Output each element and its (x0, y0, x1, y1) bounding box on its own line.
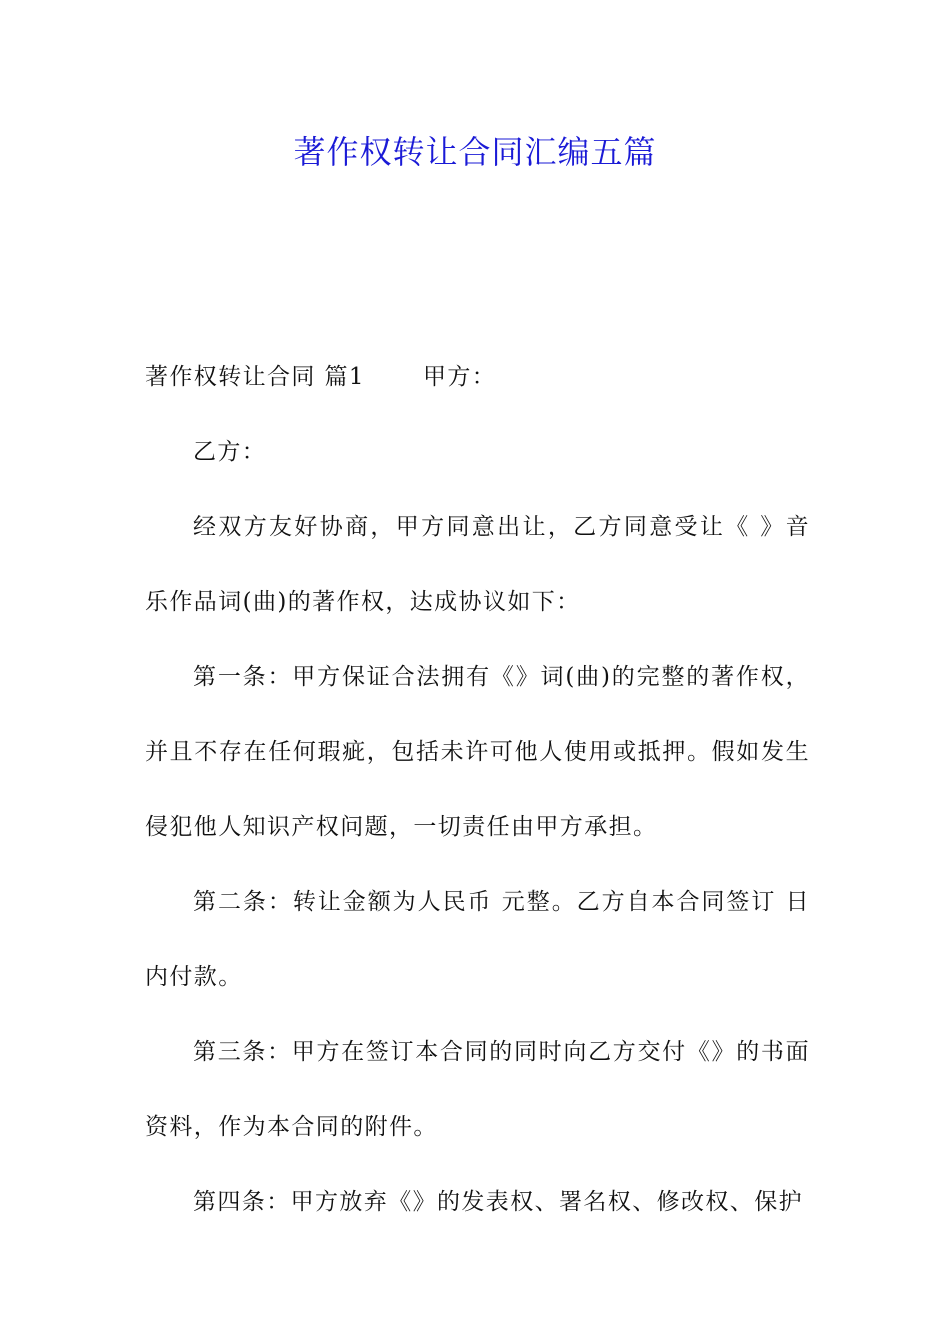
article-4-paragraph: 第四条：甲方放弃《》的发表权、署名权、修改权、保护 (193, 1189, 803, 1215)
section-heading-line (145, 340, 810, 415)
document-title: 著作权转让合同汇编五篇 (293, 133, 657, 171)
document-body (145, 340, 810, 1240)
article-1-paragraph: 第一条：甲方保证合法拥有《》词(曲)的完整的著作权，并且不存在任何瑕疵，包括未许可他人使用或抵押。假如发生侵犯他人知识产权问题，一切责任由甲方承担。 (145, 664, 810, 840)
article-3-paragraph: 第三条：甲方在签订本合同的同时向乙方交付《》的书面资料，作为本合同的附件。 (145, 1039, 810, 1140)
article-2-paragraph: 第二条：转让金额为人民币 元整。乙方自本合同签订 日内付款。 (145, 889, 810, 990)
party-b-paragraph: 乙方： (193, 439, 267, 465)
party-a-label: 甲方： (422, 364, 497, 390)
section-label: 著作权转让合同 篇1 (145, 364, 365, 390)
intro-paragraph: 经双方友好协商，甲方同意出让，乙方同意受让《 》音乐作品词(曲)的著作权，达成协议如下： (145, 514, 810, 615)
